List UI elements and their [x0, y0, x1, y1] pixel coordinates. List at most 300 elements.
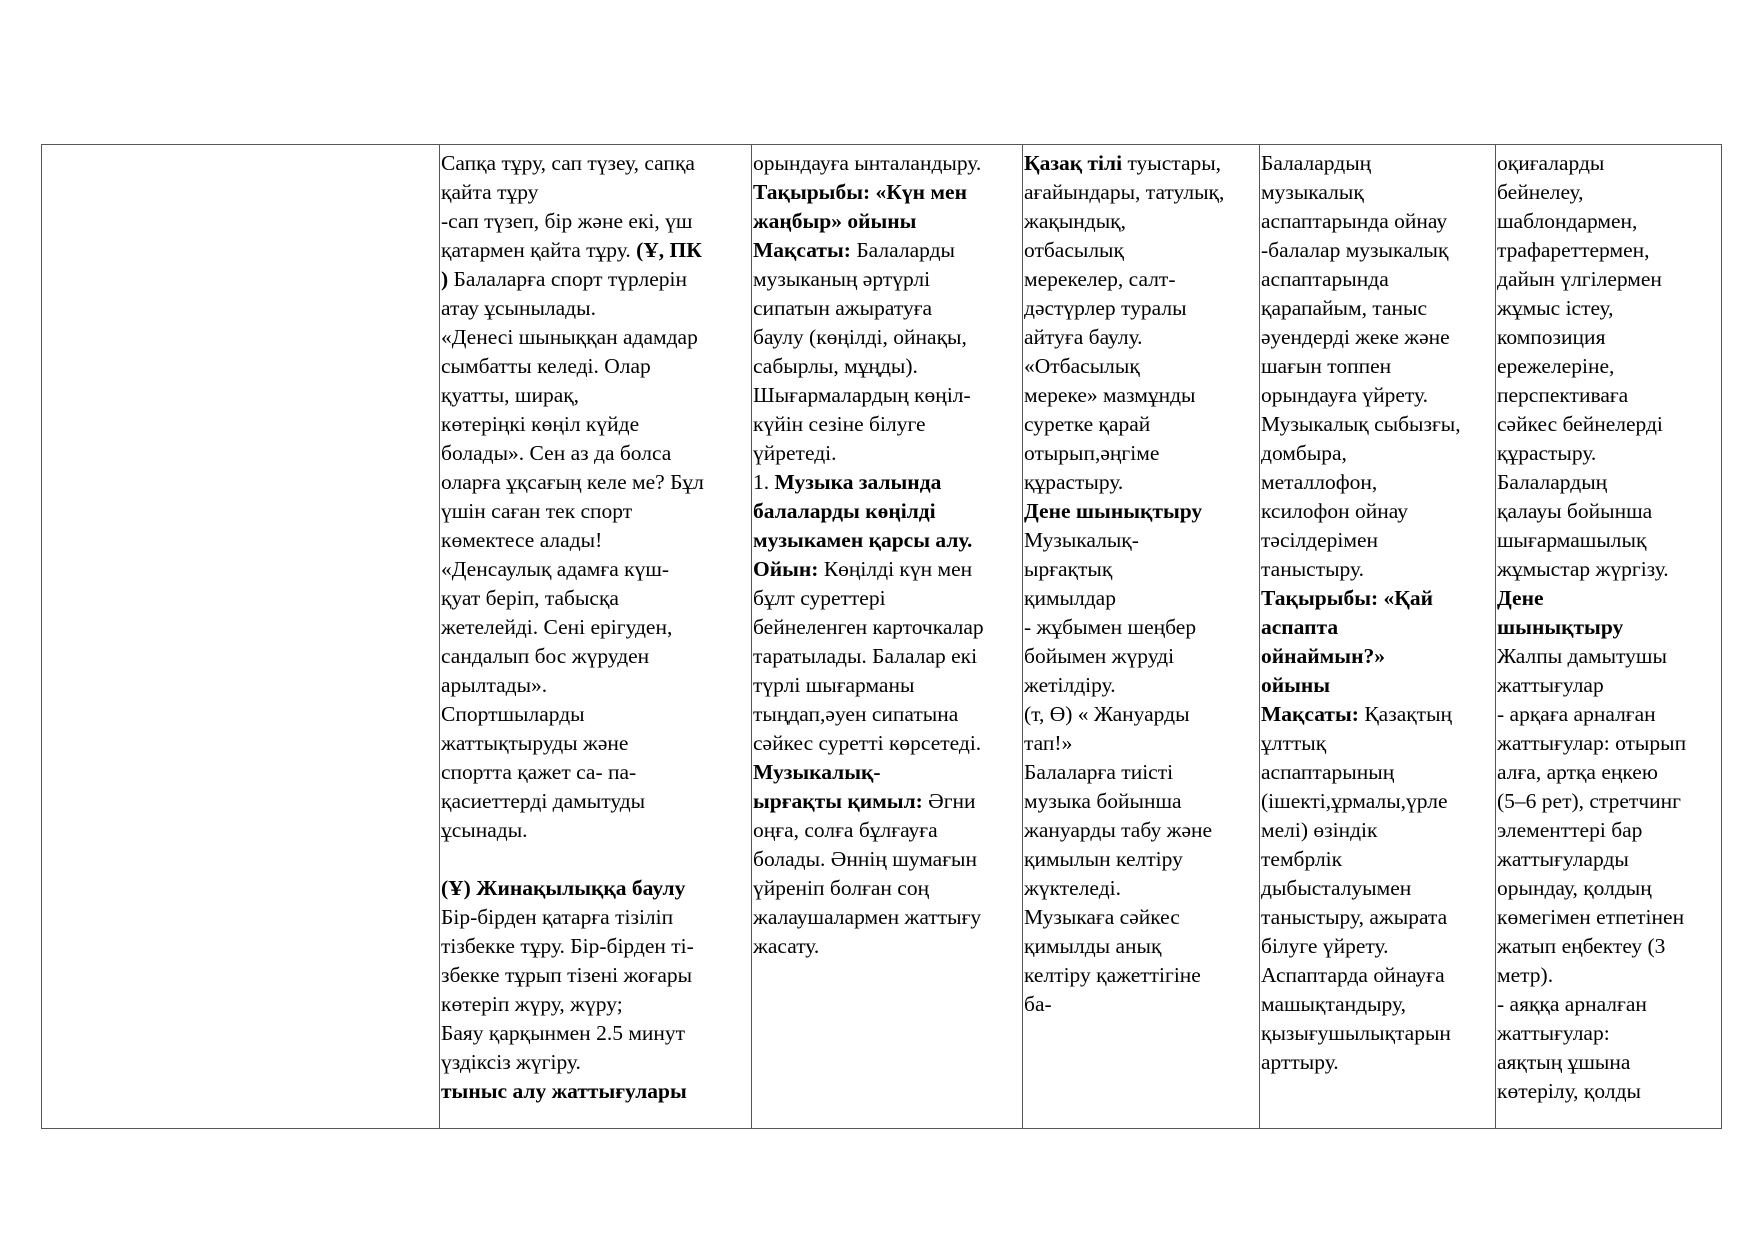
text-run: орындауға ынталандыру. [753, 151, 982, 175]
text-run: жұмыс істеу, [1497, 296, 1614, 320]
text-line [753, 903, 1022, 932]
text-line [1024, 439, 1259, 468]
text-run: қимылын келтіру [1024, 847, 1183, 871]
text-run: орындау, қолдың [1497, 876, 1652, 900]
text-line [1024, 236, 1259, 265]
text-line [1497, 1048, 1721, 1077]
text-line [1497, 903, 1721, 932]
text-run: Сапқа тұру, сап түзеу, сапқа [441, 151, 695, 175]
text-run: үйреніп болған соң [753, 876, 930, 900]
text-run: атау ұсынылады. [441, 296, 596, 320]
text-line [1024, 642, 1259, 671]
text-line [1261, 671, 1495, 700]
text-run: шығармашылық [1497, 528, 1647, 552]
text-run: ұсынады. [441, 818, 528, 842]
text-line [753, 178, 1022, 207]
text-line [441, 613, 751, 642]
text-run: қатармен қайта тұру. [441, 238, 637, 262]
text-line [1261, 236, 1495, 265]
text-line [1024, 149, 1259, 178]
text-line [1497, 758, 1721, 787]
text-line [1024, 468, 1259, 497]
text-line [753, 439, 1022, 468]
text-line [1497, 555, 1721, 584]
text-line [1024, 758, 1259, 787]
text-line [1497, 874, 1721, 903]
text-run: элементтері бар [1497, 818, 1643, 842]
bold-text-run: (Ұ, ПК [636, 238, 702, 262]
text-run: мерекелер, салт- [1024, 267, 1176, 291]
text-line [1024, 178, 1259, 207]
text-run: Қазақтың [1358, 702, 1453, 726]
text-run: спортта қажет са- па- [441, 760, 637, 784]
text-line [441, 236, 751, 265]
text-run: Балалардың [1261, 151, 1372, 175]
text-run: - жұбымен шеңбер [1024, 615, 1197, 639]
text-run: дайын үлгілермен [1497, 267, 1662, 291]
text-line [1261, 1019, 1495, 1048]
text-run: дәстүрлер туралы [1024, 296, 1187, 320]
text-run: домбыра, [1261, 441, 1347, 465]
text-run: көтеріңкі көңіл күйде [441, 412, 640, 436]
text-run: жүктеледі. [1024, 876, 1121, 900]
text-run: шағын топпен [1261, 354, 1392, 378]
text-run: композиция [1497, 325, 1606, 349]
text-run: Бір-бірден қатарға тізіліп [441, 905, 674, 929]
text-line [1497, 700, 1721, 729]
text-line [1497, 468, 1721, 497]
table-cell-activity-text [440, 145, 752, 1129]
bold-text-run: Тақырыбы: «Қай [1261, 586, 1434, 610]
text-run: - аяққа арналған [1497, 992, 1647, 1016]
text-run: қуат беріп, табысқа [441, 586, 619, 610]
table-row [42, 145, 1722, 1129]
text-run: жануарды табу және [1024, 818, 1213, 842]
text-line [753, 294, 1022, 323]
text-line [441, 874, 751, 903]
text-run: 1. [753, 470, 775, 494]
text-line [441, 642, 751, 671]
text-run: болады». Сен аз да болса [441, 441, 672, 465]
bold-text-run: балаларды көңілді [753, 499, 936, 523]
text-run: метр). [1497, 963, 1554, 987]
text-run: тап!» [1024, 731, 1073, 755]
text-run: бұлт суреттері [753, 586, 886, 610]
text-run: оқиғаларды [1497, 151, 1605, 175]
text-run: (т, Ө) « Жануарды [1024, 702, 1190, 726]
text-run: ксилофон ойнау [1261, 499, 1408, 523]
bold-text-run: Дене шынықтыру [1024, 499, 1203, 523]
text-line [1261, 207, 1495, 236]
text-run: тәсілдерімен [1261, 528, 1379, 552]
text-line [753, 613, 1022, 642]
text-line [1024, 294, 1259, 323]
text-line [753, 468, 1022, 497]
text-line [753, 323, 1022, 352]
text-run: музыкалық [1261, 180, 1364, 204]
text-line [753, 497, 1022, 526]
text-line [441, 845, 751, 874]
text-line [1024, 845, 1259, 874]
text-line [1024, 555, 1259, 584]
text-run: қайта тұру [441, 180, 539, 204]
text-run: жаттығулар [1497, 673, 1604, 697]
text-run: музыка бойынша [1024, 789, 1182, 813]
text-run: трафареттермен, [1497, 238, 1650, 262]
text-run: (ішекті,ұрмалы,үрле [1261, 789, 1448, 813]
lesson-plan-table [41, 144, 1722, 1129]
text-line [441, 903, 751, 932]
text-run: ба- [1024, 992, 1052, 1016]
text-run: дыбысталуымен [1261, 876, 1412, 900]
text-run: жаттығулар: отырып [1497, 731, 1687, 755]
text-run: түрлі шығарманы [753, 673, 915, 697]
text-run: үйретеді. [753, 441, 837, 465]
text-line [1024, 352, 1259, 381]
bold-text-run: ырғақты қимыл: [753, 789, 923, 813]
text-line [753, 352, 1022, 381]
text-line [1261, 294, 1495, 323]
text-run: қалауы бойынша [1497, 499, 1653, 523]
text-line [1497, 294, 1721, 323]
bold-text-run: (Ұ) Жинақылыққа баулу [441, 876, 686, 900]
text-line [1024, 265, 1259, 294]
text-line [1261, 381, 1495, 410]
text-line [1261, 845, 1495, 874]
text-run: машықтандыру, [1261, 992, 1406, 1016]
text-line [753, 410, 1022, 439]
text-line [1024, 700, 1259, 729]
text-line [1024, 816, 1259, 845]
text-run: музыканың әртүрлі [753, 267, 931, 291]
bold-text-run: аспапта [1261, 615, 1339, 639]
text-run: қимылдар [1024, 586, 1116, 610]
text-run: арылтады». [441, 673, 548, 697]
text-line [1024, 990, 1259, 1019]
text-run: таныстыру. [1261, 557, 1364, 581]
text-run: Әгни [922, 789, 976, 813]
text-run: «Денесі шыныққан адамдар [441, 325, 698, 349]
text-line [1497, 149, 1721, 178]
text-line [441, 816, 751, 845]
text-run: қасиеттерді дамытуды [441, 789, 646, 813]
text-run: сандалып бос жүруден [441, 644, 650, 668]
text-run: білуге үйрету. [1261, 934, 1389, 958]
text-run: сәйкес суретті көрсетеді. [753, 731, 982, 755]
bold-text-run: Мақсаты: [1261, 702, 1359, 726]
text-run: металлофон, [1261, 470, 1378, 494]
text-run: көтеріп жүру, жүру; [441, 992, 623, 1016]
bold-text-run: ойнаймын?» [1261, 644, 1385, 668]
text-line [753, 555, 1022, 584]
text-line [441, 526, 751, 555]
text-run: (5–6 рет), стретчинг [1497, 789, 1681, 813]
bold-text-run: жаңбыр» ойыны [753, 209, 917, 233]
text-run: таратылады. Балалар екі [753, 644, 978, 668]
text-run: келтіру қажеттігіне [1024, 963, 1201, 987]
text-run: Балалардың [1497, 470, 1608, 494]
text-run: жұмыстар жүргізу. [1497, 557, 1669, 581]
text-line [1497, 1019, 1721, 1048]
text-run: сипатын ажыратуға [753, 296, 933, 320]
text-run: -балалар музыкалық [1261, 238, 1449, 262]
text-line [1261, 816, 1495, 845]
text-run: үздіксіз жүгіру. [441, 1050, 581, 1074]
text-run: алға, артқа еңкею [1497, 760, 1658, 784]
text-line [1261, 323, 1495, 352]
table-cell-instruments-text [1260, 145, 1496, 1129]
text-line [1497, 932, 1721, 961]
text-run: әуендерді жеке және [1261, 325, 1450, 349]
text-run: айтуға баулу. [1024, 325, 1143, 349]
text-line [1497, 961, 1721, 990]
text-line [1497, 352, 1721, 381]
text-run: сабырлы, мұңды). [753, 354, 918, 378]
text-run: таныстыру, ажырата [1261, 905, 1448, 929]
text-line [1261, 468, 1495, 497]
bold-text-run: Музыка залында [774, 470, 942, 494]
text-run: жетелейді. Сені ерігуден, [441, 615, 673, 639]
text-run: жатып еңбектеу (3 [1497, 934, 1666, 958]
text-line [753, 845, 1022, 874]
text-run: баулу (көңілді, ойнақы, [753, 325, 967, 349]
text-line [753, 207, 1022, 236]
text-run: -сап түзеп, бір және екі, үш [441, 209, 693, 233]
text-run: суретке қарай [1024, 412, 1151, 436]
text-run: тізбекке тұру. Бір-бірден ті- [441, 934, 694, 958]
text-line [441, 178, 751, 207]
text-run: күйін сезіне білуге [753, 412, 926, 436]
text-line [441, 410, 751, 439]
text-run: көтерілу, қолды [1497, 1079, 1641, 1103]
text-run: тембрлік [1261, 847, 1343, 871]
text-run: жасату. [753, 934, 820, 958]
text-line [441, 207, 751, 236]
text-run: сәйкес бейнелерді [1497, 412, 1663, 436]
text-line [1261, 874, 1495, 903]
bold-text-run: Ойын: [753, 557, 819, 581]
text-line [441, 671, 751, 700]
bold-text-run: Мақсаты: [753, 238, 851, 262]
text-line [441, 468, 751, 497]
text-line [1024, 729, 1259, 758]
text-line [1024, 207, 1259, 236]
text-run: жаттықтыруды және [441, 731, 629, 755]
bold-text-run: Дене [1497, 586, 1544, 610]
table-cell-art-text [1496, 145, 1722, 1129]
text-run: Музыкалық сыбызғы, [1261, 412, 1461, 436]
text-run: мереке» мазмұнды [1024, 383, 1196, 407]
text-run: көмектесе алады! [441, 528, 603, 552]
bold-text-run: ойыны [1261, 673, 1331, 697]
text-line [1024, 410, 1259, 439]
text-line [1497, 671, 1721, 700]
text-run: жаттығулар: [1497, 1021, 1610, 1045]
text-line [441, 990, 751, 1019]
text-line [1497, 410, 1721, 439]
text-line [753, 816, 1022, 845]
bold-text-run: музыкамен қарсы алу. [753, 528, 973, 552]
text-line [441, 381, 751, 410]
text-run: аспаптарында ойнау [1261, 209, 1448, 233]
text-run: қимылды анық [1024, 934, 1162, 958]
text-line [1024, 497, 1259, 526]
text-line [1261, 555, 1495, 584]
text-run: Балаларға тиісті [1024, 760, 1174, 784]
text-line [753, 932, 1022, 961]
text-line [1261, 584, 1495, 613]
text-line [441, 294, 751, 323]
text-line [1497, 787, 1721, 816]
text-line [1261, 932, 1495, 961]
text-run: жақындық, [1024, 209, 1126, 233]
text-run: отбасылық [1024, 238, 1124, 262]
text-line [1024, 874, 1259, 903]
text-line [1024, 323, 1259, 352]
text-run: бейнеленген карточкалар [753, 615, 984, 639]
text-run: қарапайым, таныс [1261, 296, 1428, 320]
text-run: - арқаға арналған [1497, 702, 1656, 726]
bold-text-run: Тақырыбы: «Күн мен [753, 180, 967, 204]
text-line [441, 729, 751, 758]
bold-text-run: Музыкалық- [753, 760, 881, 784]
text-line [1261, 787, 1495, 816]
text-line [1024, 961, 1259, 990]
text-run: Көңілді күн мен [818, 557, 973, 581]
text-run: ережелеріне, [1497, 354, 1615, 378]
text-line [753, 526, 1022, 555]
text-line [1497, 265, 1721, 294]
text-line [1261, 352, 1495, 381]
text-line [1497, 584, 1721, 613]
table-cell-music-text [752, 145, 1023, 1129]
text-line [441, 758, 751, 787]
text-run: бойымен жүруді [1024, 644, 1175, 668]
text-line [1497, 178, 1721, 207]
text-line [753, 874, 1022, 903]
text-line [1497, 729, 1721, 758]
text-line [753, 584, 1022, 613]
text-line [1261, 903, 1495, 932]
text-line [441, 352, 751, 381]
text-line [1261, 1048, 1495, 1077]
text-line [1261, 149, 1495, 178]
text-run: Балаларға спорт түрлерін [448, 267, 687, 291]
text-line [441, 149, 751, 178]
text-run: оларға ұқсағың келе ме? Бұл [441, 470, 704, 494]
text-run: Спортшыларды [441, 702, 585, 726]
bold-text-run: тыныс алу жаттығулары [441, 1079, 687, 1103]
text-run: аспаптарының [1261, 760, 1395, 784]
text-line [1024, 613, 1259, 642]
text-line [1261, 439, 1495, 468]
text-run: қуатты, ширақ, [441, 383, 580, 407]
text-line [753, 381, 1022, 410]
text-line [1497, 613, 1721, 642]
text-run: «Отбасылық [1024, 354, 1140, 378]
text-line [1497, 845, 1721, 874]
text-line [1497, 526, 1721, 555]
text-line [1261, 961, 1495, 990]
text-line [1261, 642, 1495, 671]
text-line [1497, 990, 1721, 1019]
text-line [1261, 497, 1495, 526]
text-run: аяқтың ұшына [1497, 1050, 1631, 1074]
text-run: збекке тұрып тізені жоғары [441, 963, 693, 987]
text-line [1497, 816, 1721, 845]
text-line [1261, 758, 1495, 787]
text-line [1024, 584, 1259, 613]
text-line [441, 700, 751, 729]
text-line [1024, 526, 1259, 555]
text-line [753, 149, 1022, 178]
text-line [1024, 787, 1259, 816]
text-line [1261, 265, 1495, 294]
text-line [1497, 207, 1721, 236]
text-run: ұлттық [1261, 731, 1327, 755]
text-line [441, 1048, 751, 1077]
text-line [441, 584, 751, 613]
text-line [1497, 323, 1721, 352]
text-run: сымбатты келеді. Олар [441, 354, 651, 378]
text-run: ырғақтық [1024, 557, 1113, 581]
text-line [441, 787, 751, 816]
text-line [441, 439, 751, 468]
text-line [441, 932, 751, 961]
text-line [1261, 526, 1495, 555]
text-line [441, 265, 751, 294]
text-line [753, 642, 1022, 671]
text-run: Музыкалық- [1024, 528, 1139, 552]
text-line [441, 961, 751, 990]
text-line [753, 729, 1022, 758]
text-run: Аспаптарда ойнауға [1261, 963, 1445, 987]
text-line [753, 700, 1022, 729]
text-line [441, 1077, 751, 1106]
text-run: жетілдіру. [1024, 673, 1116, 697]
text-line [1497, 642, 1721, 671]
bold-text-run: Қазақ тілі [1024, 151, 1123, 175]
text-run: орындауға үйрету. [1261, 383, 1428, 407]
text-run: бейнелеу, [1497, 180, 1584, 204]
text-run: шаблондармен, [1497, 209, 1638, 233]
text-line [1261, 410, 1495, 439]
text-run: перспективаға [1497, 383, 1629, 407]
table-cell-empty [42, 145, 440, 1129]
text-run: оңға, солға бұлғауға [753, 818, 938, 842]
text-line [1024, 381, 1259, 410]
text-run: Шығармалардың көңіл- [753, 383, 971, 407]
text-line [441, 323, 751, 352]
text-run: құрастыру. [1497, 441, 1597, 465]
text-line [753, 671, 1022, 700]
text-run: Жалпы дамытушы [1497, 644, 1667, 668]
text-run: жаттығуларды [1497, 847, 1629, 871]
text-line [441, 1019, 751, 1048]
text-line [441, 555, 751, 584]
text-run: ағайындары, татулық, [1024, 180, 1225, 204]
text-line [1261, 178, 1495, 207]
text-run: аспаптарында [1261, 267, 1389, 291]
bold-text-run: шынықтыру [1497, 615, 1624, 639]
text-run: «Денсаулық адамға күш- [441, 557, 670, 581]
text-run: көмегімен етпетінен [1497, 905, 1685, 929]
text-line [441, 497, 751, 526]
text-line [1261, 990, 1495, 1019]
text-run: үшін саған тек спорт [441, 499, 633, 523]
text-run: болады. Әннің шумағын [753, 847, 977, 871]
text-line [1497, 1077, 1721, 1106]
